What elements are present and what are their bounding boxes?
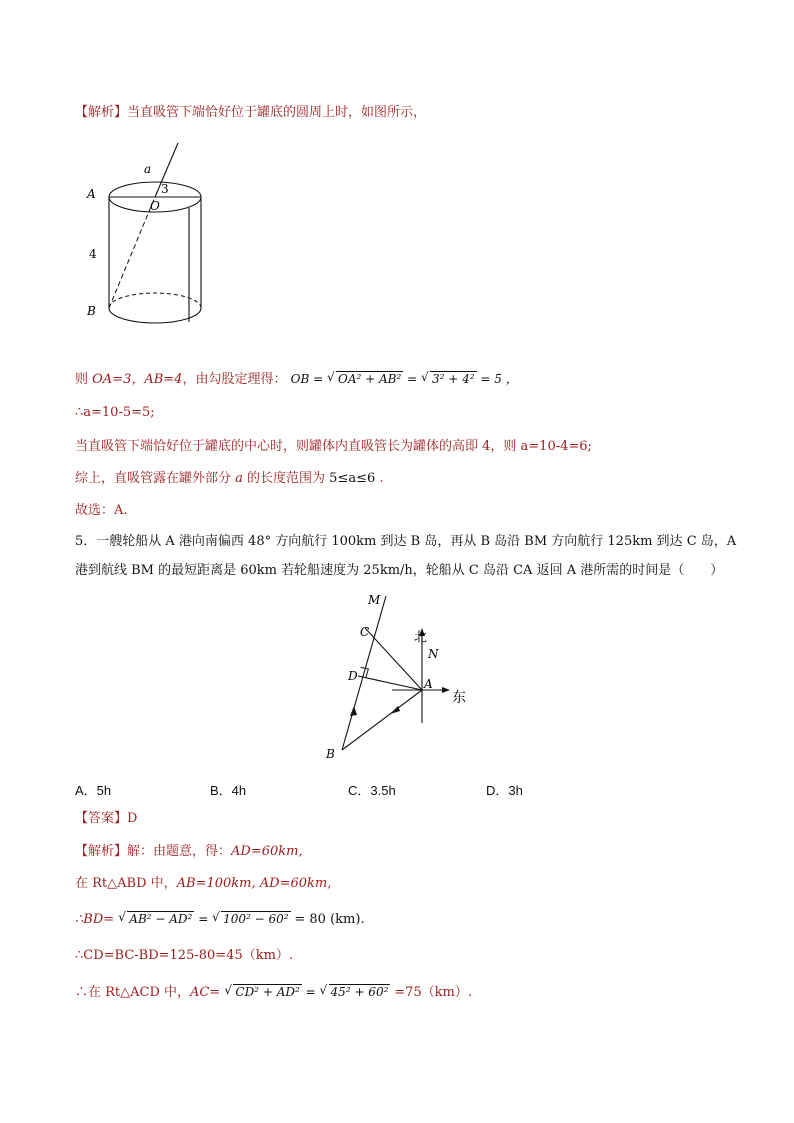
- label-O: O: [150, 199, 160, 213]
- label-3: 3: [161, 182, 169, 196]
- solution2-line1: 【解析】解：由题意，得：AD=60km,: [75, 844, 303, 859]
- answer-line: [75, 810, 137, 828]
- label-N: N: [428, 647, 439, 661]
- solution1-a-line: ∴a=10-5=5;: [75, 405, 155, 420]
- question5-line1: 5．一艘轮船从 A 港向南偏西 48° 方向航行 100km 到达 B 岛，再从 B 岛沿 BM 方向航行 125km 到达 C 岛，A: [75, 534, 737, 549]
- choice-c: C．3.5h: [348, 783, 396, 798]
- solution1-pythagoras-line: 则 OA=3，AB=4，由勾股定理得： OB = √ OA² + AB² = √ 3² + 4² = 5 ，: [75, 370, 518, 389]
- label-C: C: [360, 625, 370, 639]
- segment-AB: [342, 690, 422, 750]
- navigation-figure: [320, 588, 480, 768]
- label-A: A: [87, 187, 96, 201]
- solution2-line2: 在 Rt△ABD 中，AB=100km, AD=60km,: [75, 876, 332, 891]
- question5-line2: 港到航线 BM 的最短距离是 60km 若轮船速度为 25km/h，轮船从 C 岛沿 CA 返回 A 港所需的时间是（ ）: [75, 563, 724, 578]
- label-4: 4: [89, 247, 97, 261]
- choice-a: A．5h: [75, 783, 112, 798]
- solution1-center-line: 当直吸管下端恰好位于罐底的中心时，则罐体内直吸管长为罐体的高即 4，则 a=10-4=6;: [75, 439, 592, 454]
- solution1-answer-line: 故选：A.: [75, 503, 128, 518]
- segment-AD: [358, 676, 422, 690]
- cylinder-bottom-back: [109, 293, 201, 308]
- east-arrow-head: [442, 687, 450, 693]
- label-B: B: [87, 304, 96, 318]
- solution-intro-text: 当直吸管下端恰好位于罐底的圆周上时，如图所示，: [127, 105, 427, 120]
- label-B: B: [326, 747, 335, 761]
- label-north: 北: [414, 630, 428, 645]
- answer-value: D: [127, 811, 138, 826]
- arrow-on-BC: [350, 706, 357, 716]
- solution2-line3: ∴BD= √ AB² − AD² = √ 100² − 60² = 80 (km).: [75, 910, 365, 929]
- solution1-summary-line: 综上，直吸管露在罐外部分 a 的长度范围为 5≤a≤6 .: [75, 471, 384, 486]
- straw-inside: [109, 197, 155, 308]
- answer-tag: 【答案】: [75, 811, 128, 826]
- ob-formula: OB = √ OA² + AB² = √ 3² + 4² = 5 ，: [291, 372, 518, 386]
- cylinder-figure: [80, 140, 220, 335]
- solution-tag: 【解析】: [75, 105, 128, 120]
- solution2-line5: ∴在 Rt△ACD 中，AC= √ CD² + AD² = √ 45² + 60² =75（km）.: [75, 983, 472, 1002]
- label-A: A: [424, 677, 433, 691]
- solution2-line4: ∴CD=BC-BD=125-80=45（km）.: [75, 948, 294, 963]
- cylinder-bottom-front: [109, 308, 201, 323]
- solution1-intro: [75, 104, 426, 122]
- choice-b: B．4h: [210, 783, 247, 798]
- label-M: M: [368, 593, 381, 607]
- label-a-small: a: [144, 162, 152, 176]
- label-east: 东: [452, 690, 466, 706]
- label-D: D: [348, 669, 358, 683]
- choice-d: D．3h: [486, 783, 523, 798]
